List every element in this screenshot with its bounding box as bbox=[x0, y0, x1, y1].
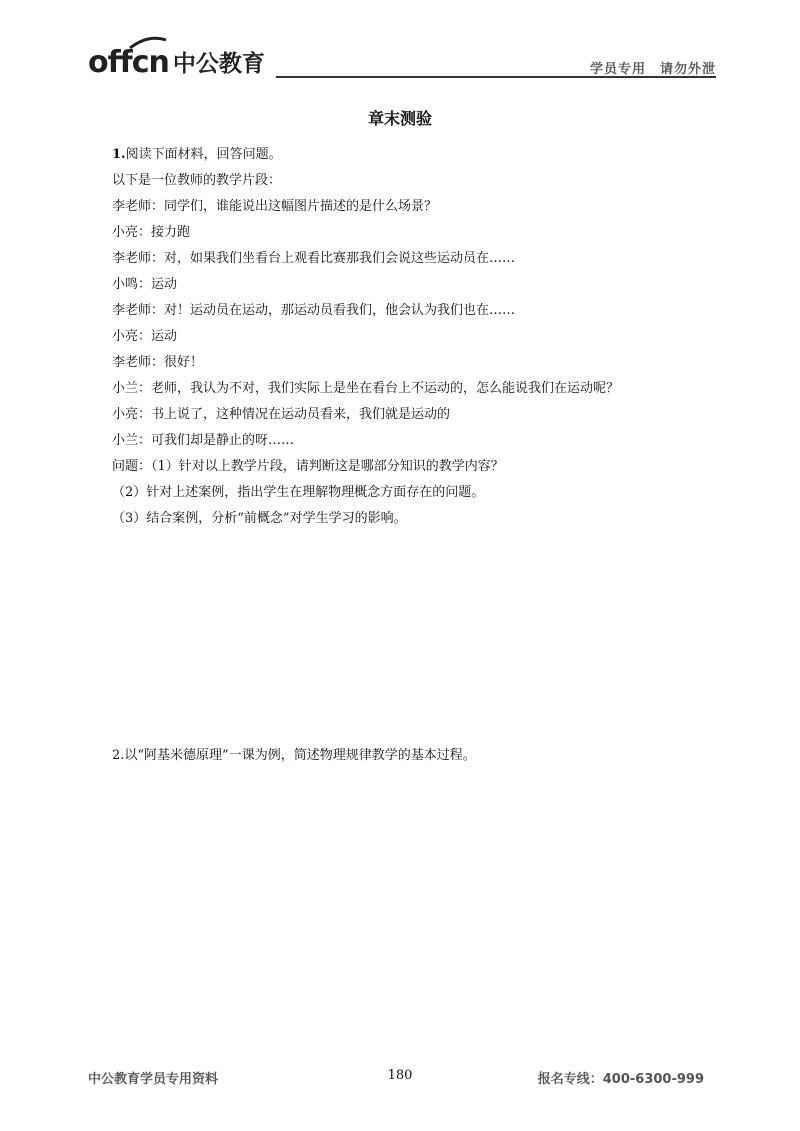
header-tag-do-not-distribute: 请勿外泄 bbox=[659, 62, 716, 77]
question-1-prompt bbox=[112, 142, 712, 168]
material-line: 小亮：运动 bbox=[112, 329, 178, 344]
page-header bbox=[88, 40, 716, 80]
material-line: 李老师：对！运动员在运动，那运动员看我们，他会认为我们也在…… bbox=[112, 303, 516, 318]
question-1 bbox=[112, 142, 712, 532]
logo-text: 中公教育 bbox=[172, 51, 265, 77]
header-tag-students-only: 学员专用 bbox=[589, 62, 646, 77]
header-tags bbox=[590, 58, 716, 77]
material-line: 小兰：可我们却是静止的呀…… bbox=[112, 433, 295, 448]
question-2-text: 2.以“阿基米德原理”一课为例，简述物理规律教学的基本过程。 bbox=[112, 748, 476, 763]
material-line: 小鸣：运动 bbox=[112, 277, 178, 292]
material-line: 小亮：书上说了，这种情况在运动员看来，我们就是运动的 bbox=[112, 407, 451, 422]
footer-left: 中公教育学员专用资料 bbox=[88, 1072, 219, 1087]
logo-mark: offcn bbox=[88, 45, 169, 80]
question-1-number: 1. bbox=[112, 147, 126, 162]
material-line: 李老师：同学们，谁能说出这幅图片描述的是什么场景？ bbox=[112, 199, 438, 214]
logo-swoosh-icon bbox=[128, 36, 168, 50]
material-line: 小亮：接力跑 bbox=[112, 225, 191, 240]
question-1-prompt-text: 阅读下面材料，回答问题。 bbox=[125, 147, 282, 162]
footer-hotline: 报名专线：400-6300-999 bbox=[537, 1072, 704, 1087]
material-line: 以下是一位教师的教学片段： bbox=[112, 173, 282, 188]
page-title: 章末测验 bbox=[367, 109, 432, 128]
question-2 bbox=[112, 743, 712, 769]
material-line: 李老师：对，如果我们坐看台上观看比赛那我们会说这些运动员在…… bbox=[112, 251, 516, 266]
offcn-logo bbox=[88, 44, 265, 78]
page-number: 180 bbox=[387, 1068, 413, 1083]
sub-question-3: （3）结合案例，分析“前概念”对学生学习的影响。 bbox=[112, 511, 407, 526]
sub-question-1: 问题：（1）针对以上教学片段，请判断这是哪部分知识的教学内容？ bbox=[112, 459, 504, 474]
material-line: 李老师：很好！ bbox=[112, 355, 204, 370]
material-line: 小兰：老师，我认为不对，我们实际上是坐在看台上不运动的，怎么能说我们在运动呢？ bbox=[112, 381, 620, 396]
sub-question-2: （2）针对上述案例，指出学生在理解物理概念方面存在的问题。 bbox=[112, 485, 485, 500]
